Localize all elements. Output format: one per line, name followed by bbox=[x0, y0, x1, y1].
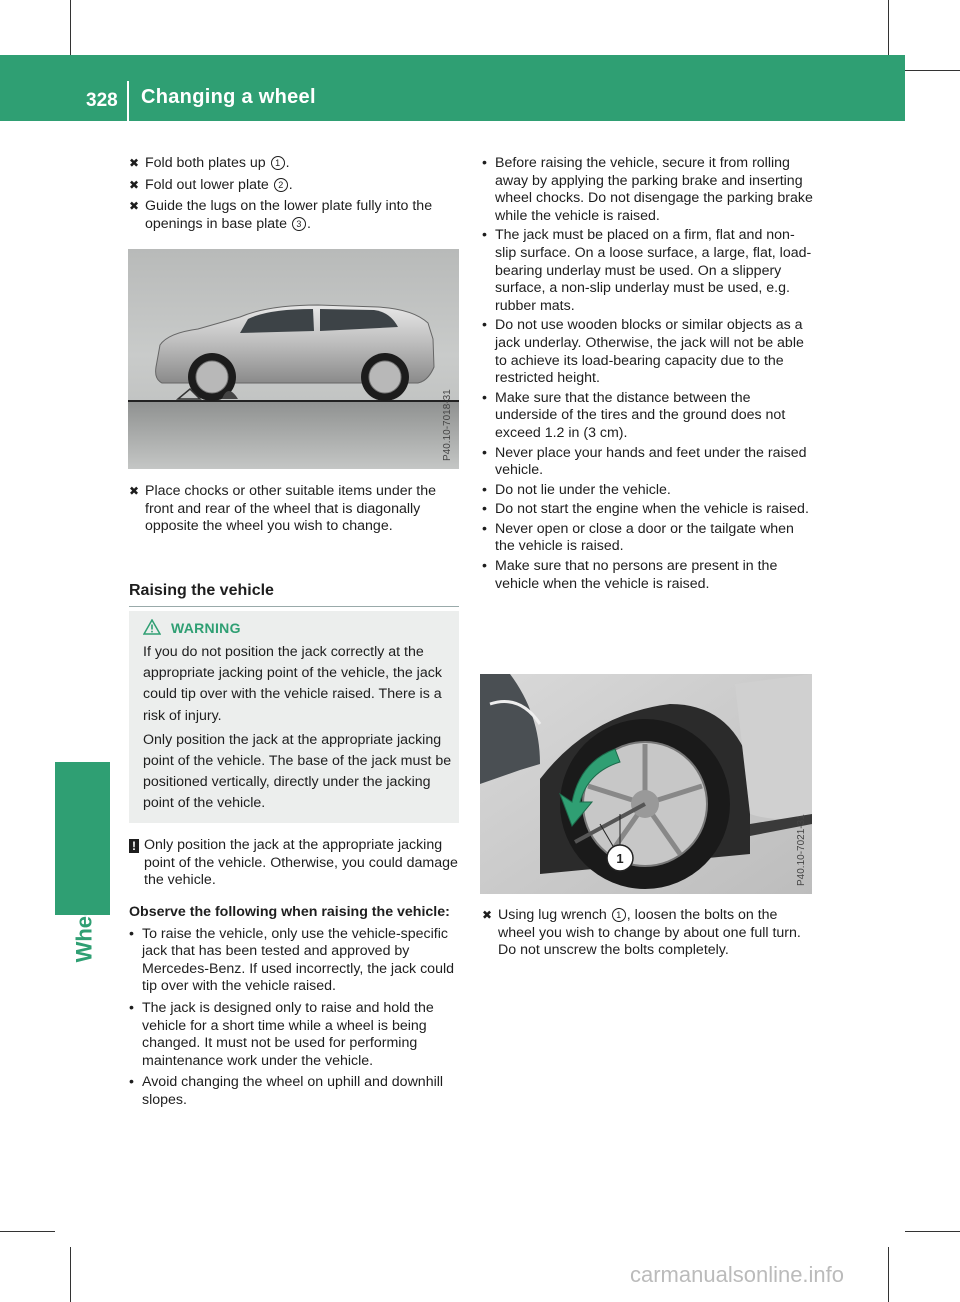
bullet-icon: • bbox=[482, 389, 487, 406]
bullet-icon: • bbox=[129, 999, 134, 1016]
crop-mark bbox=[0, 1231, 55, 1232]
bullet-icon: • bbox=[482, 317, 487, 334]
figure-car-chocks bbox=[128, 249, 459, 469]
warning-body bbox=[143, 642, 463, 818]
list-item: • Avoid changing the wheel on uphill and downhill slopes. bbox=[129, 1074, 444, 1108]
page-number: 328 bbox=[86, 90, 118, 111]
warning-triangle-icon bbox=[143, 619, 161, 635]
car-side-illustration bbox=[128, 249, 459, 469]
figure-code: P40.10-7018-31 bbox=[442, 389, 453, 461]
crop-mark bbox=[70, 0, 71, 55]
list-item: • Make sure that no persons are present in the vehicle when the vehicle is raised. bbox=[482, 558, 778, 592]
bullet-icon: • bbox=[482, 444, 487, 461]
list-item: • Make sure that the distance between the underside of the tires and the ground does not exceed 1.2 in (3 cm). bbox=[482, 389, 786, 441]
step-guide-lugs: ✖ Guide the lugs on the lower plate fully into the openings in base plate 3 . bbox=[129, 198, 433, 232]
list-item: • Do not lie under the vehicle. bbox=[482, 481, 671, 498]
bullet-icon: • bbox=[482, 481, 487, 498]
warning-paragraph: Only position the jack at the appropriate jacking point of the vehicle. The base of the jack must be positioned vertically, directly under the jacking point of the vehicle. bbox=[143, 731, 452, 812]
step-arrow-icon: ✖ bbox=[129, 177, 140, 192]
bullet-icon: • bbox=[482, 227, 487, 244]
step-arrow-icon: ✖ bbox=[129, 156, 140, 170]
list-item: • Never open or close a door or the tailgate when the vehicle is raised. bbox=[482, 520, 794, 555]
bullet-icon: • bbox=[482, 501, 487, 518]
observe-heading: Observe the following when raising the vehicle: bbox=[129, 904, 450, 920]
step-fold-plates: ✖ Fold both plates up 1 . bbox=[129, 155, 290, 171]
step-arrow-icon: ✖ bbox=[129, 199, 140, 214]
section-rule bbox=[129, 606, 459, 607]
page-title: Changing a wheel bbox=[141, 86, 316, 108]
bullet-icon: • bbox=[482, 155, 487, 171]
warning-title: WARNING bbox=[171, 620, 241, 636]
header-bar bbox=[0, 55, 905, 121]
crop-mark bbox=[888, 1247, 889, 1302]
crop-mark bbox=[888, 0, 889, 55]
header-divider bbox=[127, 81, 129, 121]
callout-ref: 1 bbox=[612, 908, 626, 922]
notice: ! Only position the jack at the appropriate jacking point of the vehicle. Otherwise, you could damage the vehicle. bbox=[129, 837, 459, 890]
left-steps-top bbox=[129, 155, 459, 233]
crop-mark bbox=[905, 70, 960, 71]
wheel-wrench-illustration bbox=[480, 674, 812, 894]
list-item: • Do not use wooden blocks or similar objects as a jack underlay. Otherwise, the jack will not be able to achieve its load-bearing capacity due to the restricted height. bbox=[482, 317, 804, 387]
bullet-icon: • bbox=[482, 520, 487, 537]
step-arrow-icon: ✖ bbox=[129, 484, 140, 498]
bullet-icon: • bbox=[129, 925, 134, 942]
figure-code: P40.10-7021-31 bbox=[796, 814, 807, 886]
step-fold-lower-plate: ✖ Fold out lower plate 2 . bbox=[129, 176, 293, 193]
header-tab-notch bbox=[55, 121, 110, 131]
bullet-icon: • bbox=[129, 1074, 134, 1091]
list-item: • Before raising the vehicle, secure it from rolling away by applying the parking brake and inserting wheel chocks. Do not disengage the parking brake while the vehicle is raised. bbox=[482, 155, 813, 224]
list-item: • To raise the vehicle, only use the vehicle-specific jack that has been tested and approved by Mercedes-Benz. If used incorrectly, the jack could tip over with the vehicle raised. bbox=[129, 925, 454, 995]
list-item: • The jack must be placed on a firm, flat and non-slip surface. On a loose surface, a large, flat, load-bearing underlay must be used. On a slippery surface, a non-slip underlay must be used, e.g. rubber mats. bbox=[482, 227, 812, 314]
figure-callout: 1 bbox=[616, 851, 624, 866]
right-bullets bbox=[482, 155, 813, 593]
step-loosen-bolts: ✖ Using lug wrench 1 , loosen the bolts on the wheel you wish to change by about one full turn. Do not unscrew the bolts completely. bbox=[482, 907, 801, 959]
list-item: • Never place your hands and feet under the raised vehicle. bbox=[482, 444, 807, 479]
warning-box bbox=[129, 611, 459, 823]
callout-ref: 1 bbox=[271, 156, 285, 170]
figure-lug-wrench bbox=[480, 674, 812, 894]
observe-block bbox=[129, 904, 459, 1110]
step-place-chocks: ✖ Place chocks or other suitable items under the front and rear of the wheel that is diagonally opposite the wheel you wish to change. bbox=[129, 483, 436, 535]
bullet-icon: • bbox=[482, 558, 487, 575]
warning-paragraph: If you do not position the jack correctly at the appropriate jacking point of the vehicle, the jack could tip over with the vehicle raised. There is a risk of injury. bbox=[143, 644, 442, 724]
step-arrow-icon: ✖ bbox=[482, 908, 493, 922]
side-tab-marker bbox=[55, 762, 110, 915]
crop-mark bbox=[70, 1247, 71, 1302]
list-item: • The jack is designed only to raise and hold the vehicle for a short time while a wheel is being changed. It must not be used for performing maintenance work under the vehicle. bbox=[129, 999, 434, 1069]
footer-watermark: carmanualsonline.info bbox=[630, 1262, 845, 1287]
section-heading: Raising the vehicle bbox=[129, 582, 274, 599]
callout-ref: 2 bbox=[274, 178, 288, 192]
list-item: • Do not start the engine when the vehicle is raised. bbox=[482, 501, 809, 518]
crop-mark bbox=[905, 1231, 960, 1232]
notice-icon: ! bbox=[129, 839, 139, 853]
callout-ref: 3 bbox=[292, 217, 306, 231]
